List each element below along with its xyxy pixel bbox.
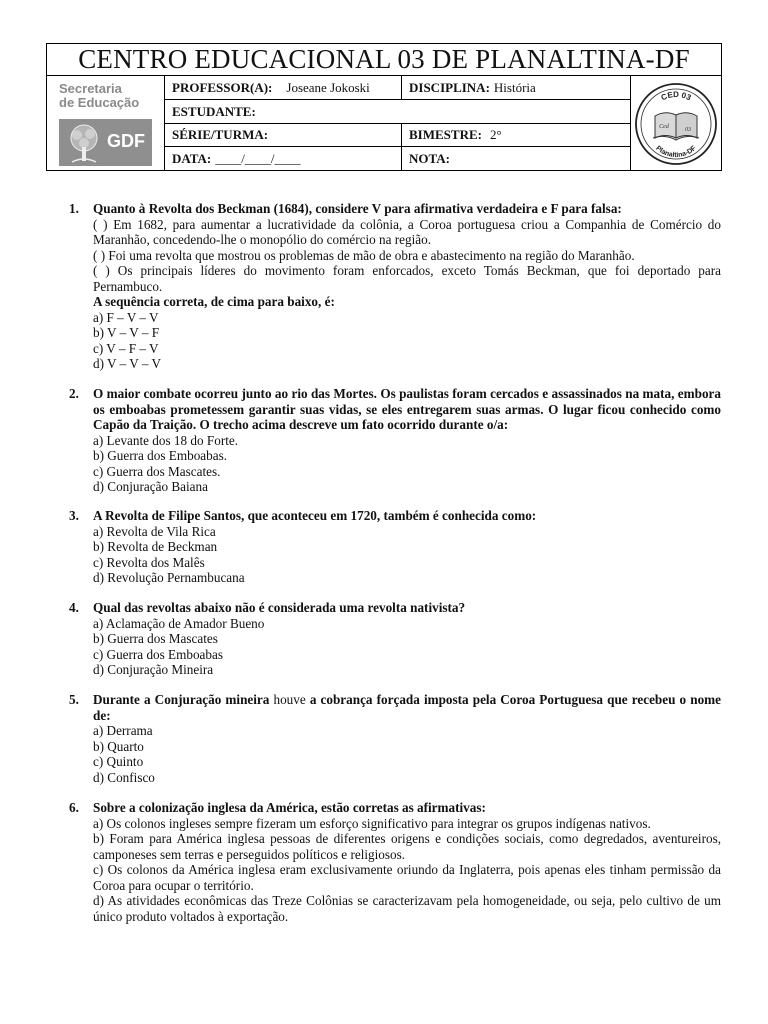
option-d: d) Confisco (93, 769, 155, 785)
question-content (93, 201, 721, 372)
book-left-text: Ced (659, 124, 669, 130)
disciplina-cell (401, 76, 630, 99)
question-1 (69, 201, 721, 372)
row-serie (165, 124, 630, 147)
nota-cell[interactable] (401, 147, 630, 170)
statement: ( ) Os principais líderes do movimento foram enforcados, exceto Tomás Beckman, que foi deportado para Pernambuco. (93, 263, 721, 294)
professor-cell (165, 76, 401, 99)
statement: ( ) Foi uma revolta que mostrou os problemas de mão de obra e abastecimento na região do Maranhão. (93, 247, 635, 263)
question-content (93, 508, 721, 586)
stem-part-a: Durante a Conjuração mineira (93, 692, 270, 707)
question-number: 4. (69, 600, 79, 615)
seal-top-text: CED 03 (659, 89, 693, 103)
option-b: b) V – V – F (93, 325, 160, 340)
bimestre-label: BIMESTRE: (409, 127, 482, 142)
estudante-cell[interactable] (165, 100, 630, 123)
question-number: 1. (69, 201, 79, 216)
option-a: a) F – V – V (93, 309, 159, 325)
secretaria-line2: de Educação (59, 95, 140, 110)
disciplina-value: História (493, 79, 536, 95)
ced03-logo (630, 76, 721, 170)
stem-part-c: a cobrança forçada imposta pela Coroa Portuguesa que recebeu o nome de: (93, 692, 721, 723)
gdf-logo (59, 119, 152, 166)
option-d: d) Conjuração Mineira (93, 662, 214, 677)
question-content (93, 600, 721, 678)
question-stem (93, 692, 721, 723)
option-a: a) Revolta de Vila Rica (93, 523, 216, 539)
secretaria-text (59, 82, 139, 110)
option-b: b) Revolta de Beckman (93, 539, 218, 554)
option-d: d) Conjuração Baiana (93, 479, 208, 494)
bimestre-cell (401, 124, 630, 146)
ced03-seal-icon (631, 76, 722, 170)
question-stem: A Revolta de Filipe Santos, que aconteceu em 1720, também é conhecida como: (93, 508, 537, 523)
option-d: d) Revolução Pernambucana (93, 570, 245, 585)
option-c: c) Revolta dos Malês (93, 554, 205, 570)
question-2 (69, 386, 721, 495)
school-title: CENTRO EDUCACIONAL 03 DE PLANALTINA-DF (47, 44, 721, 76)
option-a: a) Derrama (93, 723, 153, 738)
question-number: 5. (69, 692, 79, 707)
secretaria-line1: Secretaria (59, 81, 122, 96)
question-stem: O maior combate ocorreu junto ao rio das Mortes. Os paulistas foram cercados e assassinados na mata, embora os emboabas prometessem garantir suas vidas, se eles entregarem suas armas. O lugar ficou conhecido como Capão da Traição. O trecho acima descreve um fato ocorrido durante o/a: (93, 386, 721, 432)
estudante-label: ESTUDANTE: (172, 103, 256, 119)
question-4 (69, 600, 721, 678)
question-stem: Sobre a colonização inglesa da América, estão corretas as afirmativas: (93, 800, 486, 815)
row-professor (165, 76, 630, 100)
question-substem: A sequência correta, de cima para baixo, é: (93, 294, 335, 309)
data-label: DATA: (172, 150, 212, 166)
data-value: ____/____/____ (215, 150, 301, 166)
question-content (93, 800, 721, 924)
serie-label: SÉRIE/TURMA: (172, 127, 269, 142)
gdf-text: GDF (107, 131, 145, 151)
option-d: d) V – V – V (93, 356, 162, 371)
question-content (93, 386, 721, 495)
statement: ( ) Em 1682, para aumentar a lucratividade da colônia, a Coroa portuguesa criou a Companhia de Comércio do Maranhão, concedendo-lhe o monopólio do comércio na região. (93, 216, 721, 247)
option-c: c) Guerra dos Mascates. (93, 463, 221, 479)
question-5 (69, 692, 721, 785)
seal-bottom-text: Planaltina-DF (654, 144, 698, 160)
stem-part-b: houve (269, 692, 310, 707)
option-c: c) V – F – V (93, 340, 159, 356)
question-content (93, 692, 721, 785)
question-number: 6. (69, 800, 79, 815)
option-c: c) Os colonos da América inglesa eram exclusivamente oriundo da Inglaterra, pois apenas eles tinham permissão da Coroa para ocupar o território. (93, 862, 721, 893)
student-info-grid (165, 76, 630, 170)
option-b: b) Guerra dos Emboabas. (93, 448, 228, 463)
option-c: c) Quinto (93, 754, 144, 769)
bimestre-value: 2° (489, 127, 502, 142)
question-stem: Quanto à Revolta dos Beckman (1684), considere V para afirmativa verdadeira e F para falsa: (93, 201, 622, 216)
tree-icon (62, 121, 106, 165)
question-number: 2. (69, 386, 79, 401)
data-cell[interactable] (165, 147, 401, 170)
option-b: b) Guerra dos Mascates (93, 631, 218, 646)
question-6 (69, 800, 721, 924)
option-a: a) Aclamação de Amador Bueno (93, 615, 265, 631)
option-c: c) Guerra dos Emboabas (93, 646, 223, 662)
professor-label: PROFESSOR(A): (172, 79, 273, 95)
exam-header (46, 43, 722, 171)
question-stem: Qual das revoltas abaixo não é considerada uma revolta nativista? (93, 600, 466, 615)
question-3 (69, 508, 721, 586)
secretaria-logo (47, 76, 165, 170)
professor-value: Joseane Jokoski (286, 79, 370, 95)
header-body (47, 76, 721, 170)
option-a: a) Os colonos ingleses sempre fizeram um esforço significativo para integrar os grupos indígenas nativos. (93, 815, 651, 831)
option-a: a) Levante dos 18 do Forte. (93, 432, 239, 448)
disciplina-label: DISCIPLINA: (409, 79, 490, 95)
option-b: b) Foram para América inglesa pessoas de diferentes origens e condições sociais, como degredados, aventureiros, camponeses sem terras e perseguidos políticos e religiosos. (93, 831, 721, 862)
book-right-text: 03 (685, 127, 691, 133)
option-b: b) Quarto (93, 738, 144, 754)
row-estudante (165, 100, 630, 124)
row-data (165, 147, 630, 170)
nota-label: NOTA: (409, 150, 450, 166)
option-d: d) As atividades econômicas das Treze Colônias se caracterizavam pela homogeneidade, ou seja, pelo cultivo de um único produto voltados à exportação. (93, 893, 721, 924)
question-number: 3. (69, 508, 79, 523)
serie-cell[interactable] (165, 124, 401, 146)
